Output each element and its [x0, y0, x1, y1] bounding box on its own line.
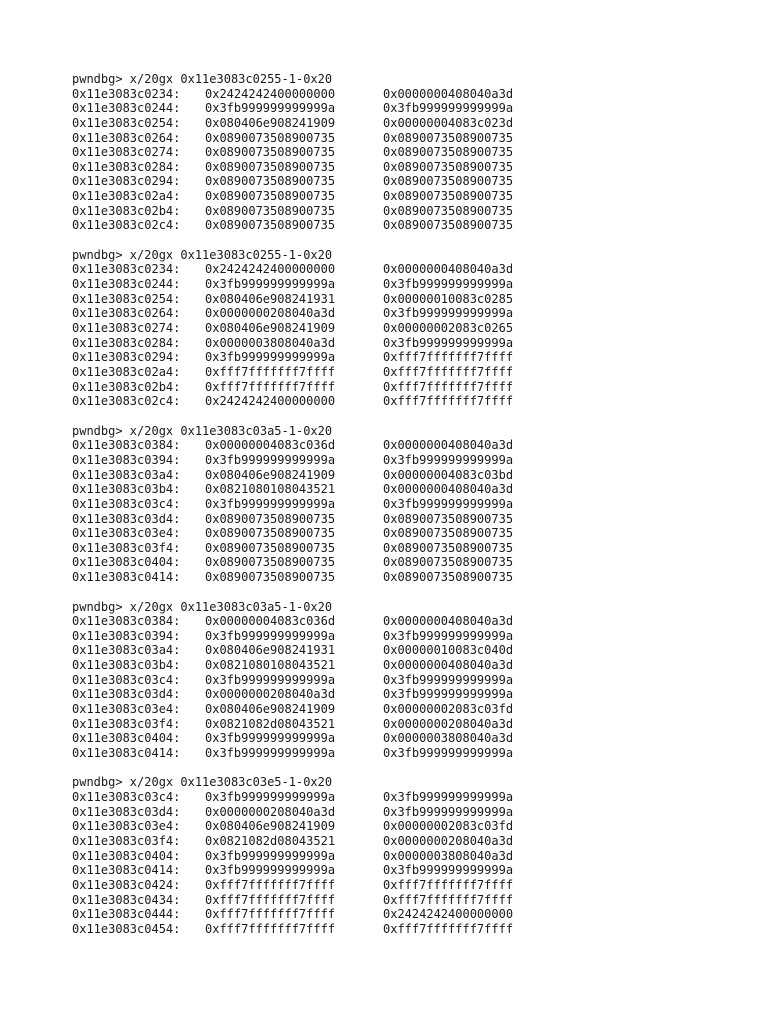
memory-row — [72, 131, 712, 146]
memory-value-2: 0x3fb999999999999a — [383, 863, 514, 878]
memory-address: 0x11e3083c0284: — [72, 335, 181, 350]
memory-address: 0x11e3083c0254: — [72, 115, 181, 130]
memory-address: 0x11e3083c0404: — [72, 555, 181, 570]
memory-value-2: 0x3fb999999999999a — [383, 496, 514, 511]
memory-row — [72, 204, 712, 219]
memory-row — [72, 687, 712, 702]
memory-row — [72, 350, 712, 365]
memory-value-1: 0x0890073508900735 — [205, 218, 336, 233]
memory-row — [72, 87, 712, 102]
memory-value-2: 0x0890073508900735 — [383, 511, 514, 526]
memory-value-2: 0x3fb999999999999a — [383, 745, 514, 760]
memory-value-2: 0x3fb999999999999a — [383, 687, 514, 702]
debugger-command-line: pwndbg> x/20gx 0x11e3083c0255-1-0x20 — [72, 72, 333, 86]
memory-row — [72, 394, 712, 409]
memory-value-2: 0x3fb999999999999a — [383, 277, 514, 292]
memory-value-2: 0x00000002083c03fd — [383, 702, 514, 717]
memory-value-1: 0x0000000208040a3d — [205, 804, 336, 819]
memory-row — [72, 306, 712, 321]
memory-value-1: 0x3fb999999999999a — [205, 745, 336, 760]
memory-address: 0x11e3083c03f4: — [72, 833, 181, 848]
memory-row — [72, 790, 712, 805]
memory-row — [72, 468, 712, 483]
memory-value-1: 0x080406e908241909 — [205, 819, 336, 834]
memory-value-2: 0x0890073508900735 — [383, 159, 514, 174]
memory-value-1: 0x3fb999999999999a — [205, 672, 336, 687]
memory-value-2: 0x0890073508900735 — [383, 540, 514, 555]
memory-value-1: 0x080406e908241909 — [205, 702, 336, 717]
memory-value-2: 0x00000002083c0265 — [383, 321, 514, 336]
memory-value-2: 0x0890073508900735 — [383, 203, 514, 218]
memory-row — [72, 658, 712, 673]
memory-row — [72, 174, 712, 189]
memory-address: 0x11e3083c0394: — [72, 628, 181, 643]
memory-address: 0x11e3083c03a4: — [72, 643, 181, 658]
memory-address: 0x11e3083c02b4: — [72, 203, 181, 218]
memory-value-1: 0xfff7fffffff7ffff — [205, 364, 336, 379]
memory-row — [72, 262, 712, 277]
memory-row — [72, 336, 712, 351]
memory-address: 0x11e3083c0294: — [72, 174, 181, 189]
memory-address: 0x11e3083c0444: — [72, 907, 181, 922]
memory-row — [72, 497, 712, 512]
memory-value-1: 0x0890073508900735 — [205, 174, 336, 189]
memory-dump-block — [72, 424, 712, 585]
memory-value-1: 0x0890073508900735 — [205, 540, 336, 555]
memory-value-2: 0x0890073508900735 — [383, 218, 514, 233]
memory-value-2: 0xfff7fffffff7ffff — [383, 350, 514, 365]
memory-value-1: 0x0890073508900735 — [205, 130, 336, 145]
memory-value-1: 0x080406e908241909 — [205, 115, 336, 130]
memory-value-2: 0xfff7fffffff7ffff — [383, 921, 514, 936]
memory-value-2: 0x0890073508900735 — [383, 555, 514, 570]
debugger-command-line: pwndbg> x/20gx 0x11e3083c03a5-1-0x20 — [72, 423, 333, 438]
memory-value-2: 0x00000002083c03fd — [383, 819, 514, 834]
memory-dump-block — [72, 248, 712, 409]
memory-row — [72, 878, 712, 893]
memory-address: 0x11e3083c0254: — [72, 291, 181, 306]
memory-value-2: 0x0890073508900735 — [383, 174, 514, 189]
memory-row — [72, 819, 712, 834]
memory-address: 0x11e3083c0414: — [72, 863, 181, 878]
memory-address: 0x11e3083c0404: — [72, 731, 181, 746]
memory-value-2: 0x00000004083c03bd — [383, 467, 514, 482]
memory-value-1: 0x080406e908241931 — [205, 643, 336, 658]
memory-value-2: 0x3fb999999999999a — [383, 452, 514, 467]
memory-row — [72, 277, 712, 292]
memory-row — [72, 541, 712, 556]
memory-value-1: 0x3fb999999999999a — [205, 848, 336, 863]
memory-dump-block — [72, 72, 712, 233]
memory-address: 0x11e3083c0394: — [72, 452, 181, 467]
memory-value-2: 0x0890073508900735 — [383, 145, 514, 160]
memory-value-2: 0x0000003808040a3d — [383, 848, 514, 863]
memory-value-1: 0x3fb999999999999a — [205, 628, 336, 643]
memory-address: 0x11e3083c0424: — [72, 877, 181, 892]
memory-value-1: 0x3fb999999999999a — [205, 277, 336, 292]
memory-value-2: 0x0890073508900735 — [383, 189, 514, 204]
memory-value-1: 0x0890073508900735 — [205, 526, 336, 541]
debugger-command-line: pwndbg> x/20gx 0x11e3083c03a5-1-0x20 — [72, 599, 333, 614]
debugger-command-line: pwndbg> x/20gx 0x11e3083c03e5-1-0x20 — [72, 775, 333, 790]
memory-address: 0x11e3083c03f4: — [72, 540, 181, 555]
memory-row — [72, 292, 712, 307]
memory-address: 0x11e3083c03c4: — [72, 672, 181, 687]
memory-value-1: 0x0890073508900735 — [205, 159, 336, 174]
memory-address: 0x11e3083c0454: — [72, 921, 181, 936]
memory-address: 0x11e3083c0414: — [72, 745, 181, 760]
memory-value-1: 0x3fb999999999999a — [205, 731, 336, 746]
memory-value-1: 0x00000004083c036d — [205, 438, 336, 453]
memory-row — [72, 702, 712, 717]
memory-row — [72, 453, 712, 468]
memory-value-2: 0x3fb999999999999a — [383, 804, 514, 819]
memory-address: 0x11e3083c0244: — [72, 101, 181, 116]
memory-value-2: 0xfff7fffffff7ffff — [383, 379, 514, 394]
memory-value-1: 0x0890073508900735 — [205, 145, 336, 160]
memory-value-2: 0x0000000208040a3d — [383, 716, 514, 731]
memory-value-1: 0x0821082d08043521 — [205, 833, 336, 848]
memory-value-1: 0xfff7fffffff7ffff — [205, 379, 336, 394]
memory-value-1: 0x0890073508900735 — [205, 203, 336, 218]
memory-address: 0x11e3083c0404: — [72, 848, 181, 863]
memory-row — [72, 922, 712, 937]
memory-value-1: 0xfff7fffffff7ffff — [205, 907, 336, 922]
memory-row — [72, 863, 712, 878]
memory-value-2: 0x0000000408040a3d — [383, 438, 514, 453]
memory-row — [72, 438, 712, 453]
memory-value-2: 0x0000003808040a3d — [383, 731, 514, 746]
memory-value-2: 0x3fb999999999999a — [383, 335, 514, 350]
memory-value-2: 0x0000000408040a3d — [383, 614, 514, 629]
memory-value-1: 0x0890073508900735 — [205, 570, 336, 585]
memory-row — [72, 643, 712, 658]
memory-value-1: 0xfff7fffffff7ffff — [205, 877, 336, 892]
memory-value-2: 0x3fb999999999999a — [383, 672, 514, 687]
memory-row — [72, 673, 712, 688]
memory-row — [72, 160, 712, 175]
memory-address: 0x11e3083c0284: — [72, 159, 181, 174]
memory-dump-block — [72, 775, 712, 936]
memory-value-1: 0x2424242400000000 — [205, 394, 336, 409]
memory-value-2: 0x2424242400000000 — [383, 907, 514, 922]
memory-value-1: 0x3fb999999999999a — [205, 101, 336, 116]
memory-address: 0x11e3083c03d4: — [72, 511, 181, 526]
memory-dump-block — [72, 600, 712, 761]
memory-value-2: 0xfff7fffffff7ffff — [383, 892, 514, 907]
memory-row — [72, 629, 712, 644]
memory-row — [72, 731, 712, 746]
memory-value-2: 0x0000000408040a3d — [383, 86, 514, 101]
memory-value-2: 0x00000010083c0285 — [383, 291, 514, 306]
memory-value-1: 0x3fb999999999999a — [205, 790, 336, 805]
memory-value-1: 0x0821082d08043521 — [205, 716, 336, 731]
memory-value-1: 0x080406e908241931 — [205, 291, 336, 306]
memory-value-1: 0x3fb999999999999a — [205, 863, 336, 878]
memory-value-1: 0x2424242400000000 — [205, 262, 336, 277]
memory-row — [72, 482, 712, 497]
memory-value-1: 0xfff7fffffff7ffff — [205, 921, 336, 936]
memory-value-1: 0x00000004083c036d — [205, 614, 336, 629]
memory-address: 0x11e3083c0294: — [72, 350, 181, 365]
memory-address: 0x11e3083c03d4: — [72, 804, 181, 819]
memory-value-2: 0xfff7fffffff7ffff — [383, 364, 514, 379]
memory-address: 0x11e3083c02a4: — [72, 364, 181, 379]
memory-value-1: 0x3fb999999999999a — [205, 350, 336, 365]
memory-address: 0x11e3083c03f4: — [72, 716, 181, 731]
memory-value-2: 0x0890073508900735 — [383, 130, 514, 145]
memory-value-2: 0x0890073508900735 — [383, 526, 514, 541]
memory-address: 0x11e3083c0434: — [72, 892, 181, 907]
memory-value-2: 0x3fb999999999999a — [383, 101, 514, 116]
memory-value-2: 0xfff7fffffff7ffff — [383, 394, 514, 409]
memory-row — [72, 101, 712, 116]
memory-row — [72, 189, 712, 204]
memory-row — [72, 907, 712, 922]
memory-address: 0x11e3083c02a4: — [72, 189, 181, 204]
memory-value-2: 0x3fb999999999999a — [383, 306, 514, 321]
memory-value-2: 0x0000000408040a3d — [383, 482, 514, 497]
document-page — [72, 72, 712, 951]
memory-row — [72, 116, 712, 131]
memory-address: 0x11e3083c03a4: — [72, 467, 181, 482]
memory-address: 0x11e3083c0234: — [72, 86, 181, 101]
memory-row — [72, 218, 712, 233]
memory-value-1: 0x0890073508900735 — [205, 511, 336, 526]
memory-value-2: 0x00000004083c023d — [383, 115, 514, 130]
memory-address: 0x11e3083c02c4: — [72, 394, 181, 409]
memory-row — [72, 512, 712, 527]
memory-address: 0x11e3083c03e4: — [72, 702, 181, 717]
memory-row — [72, 145, 712, 160]
memory-row — [72, 380, 712, 395]
memory-value-1: 0x0890073508900735 — [205, 189, 336, 204]
memory-address: 0x11e3083c0264: — [72, 130, 181, 145]
memory-address: 0x11e3083c0384: — [72, 614, 181, 629]
memory-row — [72, 746, 712, 761]
memory-row — [72, 365, 712, 380]
memory-address: 0x11e3083c0264: — [72, 306, 181, 321]
memory-value-1: 0x080406e908241909 — [205, 467, 336, 482]
memory-value-1: 0x080406e908241909 — [205, 321, 336, 336]
memory-value-2: 0x0000000408040a3d — [383, 658, 514, 673]
memory-value-1: 0xfff7fffffff7ffff — [205, 892, 336, 907]
memory-value-2: 0x0890073508900735 — [383, 570, 514, 585]
memory-address: 0x11e3083c02b4: — [72, 379, 181, 394]
memory-address: 0x11e3083c03b4: — [72, 658, 181, 673]
memory-value-1: 0x0821080108043521 — [205, 658, 336, 673]
memory-row — [72, 717, 712, 732]
memory-value-1: 0x3fb999999999999a — [205, 452, 336, 467]
memory-value-1: 0x0000000208040a3d — [205, 687, 336, 702]
memory-address: 0x11e3083c0234: — [72, 262, 181, 277]
memory-row — [72, 555, 712, 570]
memory-address: 0x11e3083c03b4: — [72, 482, 181, 497]
memory-row — [72, 570, 712, 585]
memory-address: 0x11e3083c0244: — [72, 277, 181, 292]
memory-row — [72, 849, 712, 864]
memory-row — [72, 834, 712, 849]
memory-value-2: 0x00000010083c040d — [383, 643, 514, 658]
memory-address: 0x11e3083c0384: — [72, 438, 181, 453]
debugger-command-line: pwndbg> x/20gx 0x11e3083c0255-1-0x20 — [72, 247, 333, 262]
memory-row — [72, 805, 712, 820]
memory-value-2: 0x0000000208040a3d — [383, 833, 514, 848]
memory-value-1: 0x0000003808040a3d — [205, 335, 336, 350]
memory-address: 0x11e3083c03d4: — [72, 687, 181, 702]
memory-value-2: 0xfff7fffffff7ffff — [383, 877, 514, 892]
memory-value-1: 0x0000000208040a3d — [205, 306, 336, 321]
memory-value-2: 0x3fb999999999999a — [383, 790, 514, 805]
memory-address: 0x11e3083c02c4: — [72, 218, 181, 233]
memory-address: 0x11e3083c03c4: — [72, 790, 181, 805]
memory-row — [72, 321, 712, 336]
memory-address: 0x11e3083c0274: — [72, 321, 181, 336]
memory-value-1: 0x2424242400000000 — [205, 86, 336, 101]
memory-value-2: 0x3fb999999999999a — [383, 628, 514, 643]
memory-address: 0x11e3083c03e4: — [72, 526, 181, 541]
memory-row — [72, 614, 712, 629]
memory-value-1: 0x0890073508900735 — [205, 555, 336, 570]
memory-value-2: 0x0000000408040a3d — [383, 262, 514, 277]
memory-row — [72, 526, 712, 541]
memory-value-1: 0x0821080108043521 — [205, 482, 336, 497]
memory-value-1: 0x3fb999999999999a — [205, 496, 336, 511]
memory-address: 0x11e3083c0414: — [72, 570, 181, 585]
memory-address: 0x11e3083c0274: — [72, 145, 181, 160]
memory-row — [72, 893, 712, 908]
memory-address: 0x11e3083c03e4: — [72, 819, 181, 834]
memory-address: 0x11e3083c03c4: — [72, 496, 181, 511]
